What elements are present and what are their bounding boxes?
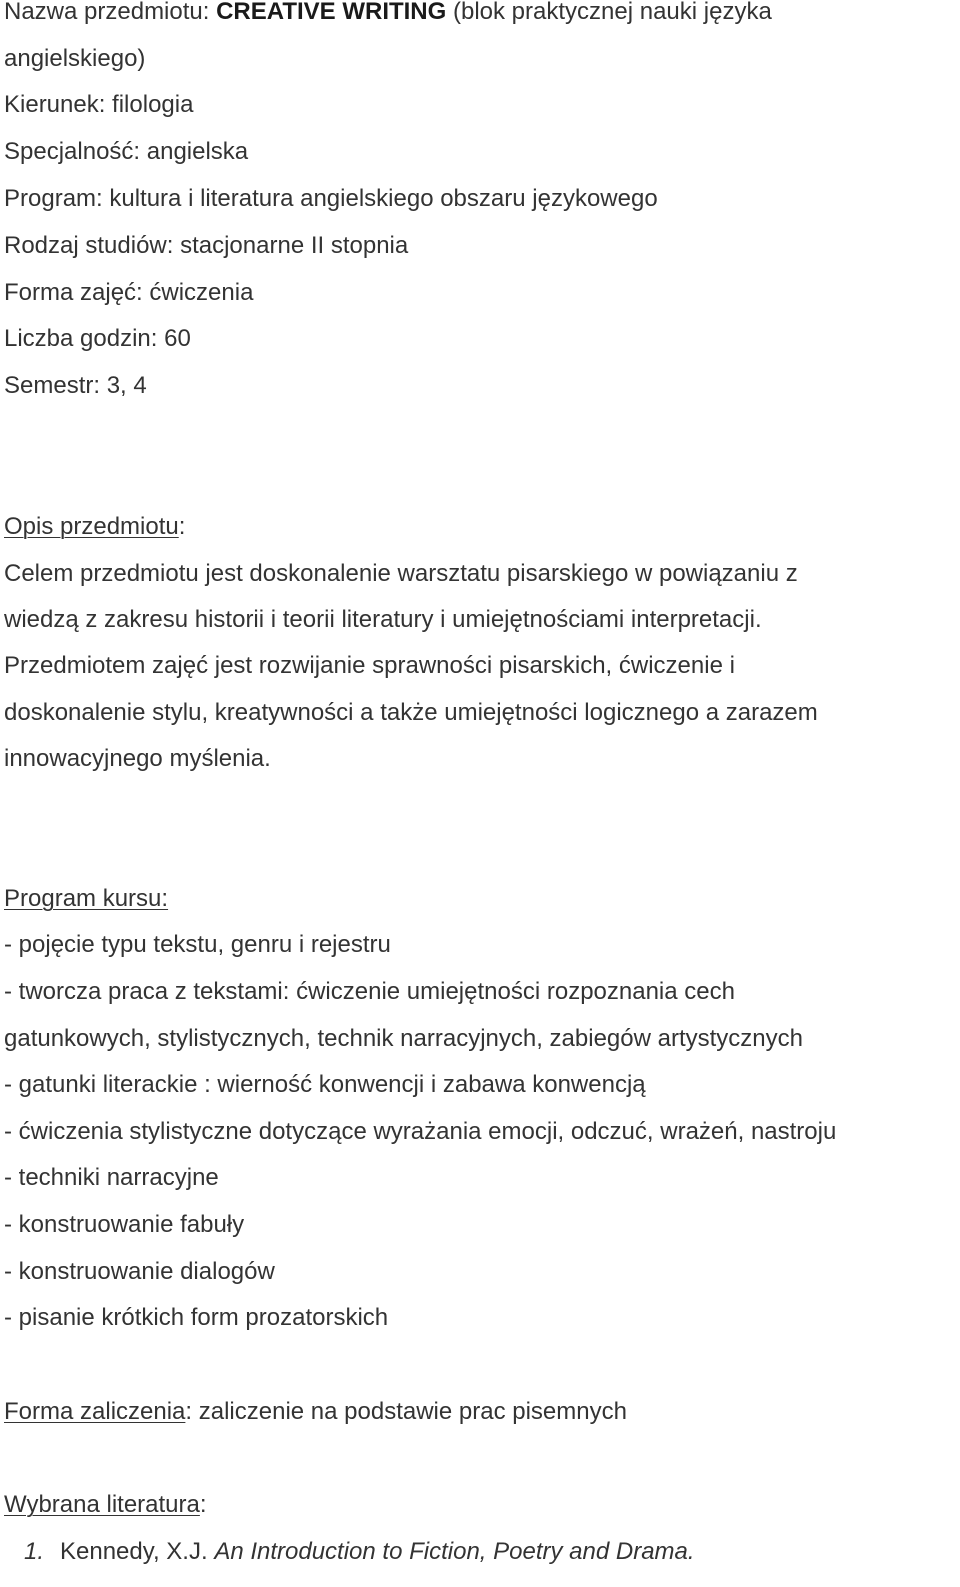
literature-item-author: Kennedy, X.J. [60,1538,215,1565]
description-line: innowacyjnego myślenia. [4,745,271,772]
direction-line: Kierunek: filologia [4,91,194,118]
study-type-line: Rodzaj studiów: stacjonarne II stopnia [4,232,409,259]
course-label: Nazwa przedmiotu: [4,0,217,25]
course-name: CREATIVE WRITING [216,0,447,25]
program-item: - gatunki literackie : wierność konwencji i zabawa konwencją [4,1071,646,1098]
description-line: Celem przedmiotu jest doskonalenie warsztatu pisarskiego w powiązaniu z [4,560,798,587]
literature-heading: Wybrana literatura [4,1491,200,1518]
program-item: gatunkowych, stylistycznych, technik narracyjnych, zabiegów artystycznych [4,1025,803,1052]
description-line: doskonalenie stylu, kreatywności a także umiejętności logicznego a zarazem [4,699,818,726]
assessment-heading: Forma zaliczenia [4,1398,186,1425]
literature-colon: : [199,1491,207,1518]
program-item: - techniki narracyjne [4,1164,219,1191]
class-form-line: Forma zajęć: ćwiczenia [4,279,254,306]
course-note-continued: angielskiego) [4,45,146,72]
literature-item-number: 1. [23,1538,44,1565]
literature-item [4,1537,695,1567]
literature-heading-line [4,1490,207,1520]
program-item: - konstruowanie dialogów [4,1258,275,1285]
assessment-text: : zaliczenie na podstawie prac pisemnych [185,1398,627,1425]
program-item: - tworcza praca z tekstami: ćwiczenie umiejętności rozpoznania cech [4,978,735,1005]
course-note: (blok praktycznej nauki języka [446,0,772,25]
program-item: - pojęcie typu tekstu, genru i rejestru [4,931,391,958]
program-item: - pisanie krótkich form prozatorskich [4,1304,389,1331]
semester-line: Semestr: 3, 4 [4,372,147,399]
program-line: Program: kultura i literatura angielskiego obszaru językowego [4,185,658,212]
hours-line: Liczba godzin: 60 [4,325,191,352]
program-item: - konstruowanie fabuły [4,1211,245,1238]
description-line: wiedzą z zakresu historii i teorii literatury i umiejętnościami interpretacji. [4,606,762,633]
program-heading [4,884,168,914]
course-name-line [4,0,772,27]
assessment-line [4,1397,627,1427]
description-heading: Opis przedmiotu [4,513,179,540]
description-heading-line [4,512,185,542]
specialty-line: Specjalność: angielska [4,138,249,165]
program-heading-text: Program kursu: [4,885,169,912]
program-item: - ćwiczenia stylistyczne dotyczące wyrażania emocji, odczuć, wrażeń, nastroju [4,1118,837,1145]
literature-item-title: An Introduction to Fiction, Poetry and Drama. [214,1538,695,1565]
description-line: Przedmiotem zajęć jest rozwijanie sprawności pisarskich, ćwiczenie i [4,652,735,679]
description-colon: : [178,513,186,540]
